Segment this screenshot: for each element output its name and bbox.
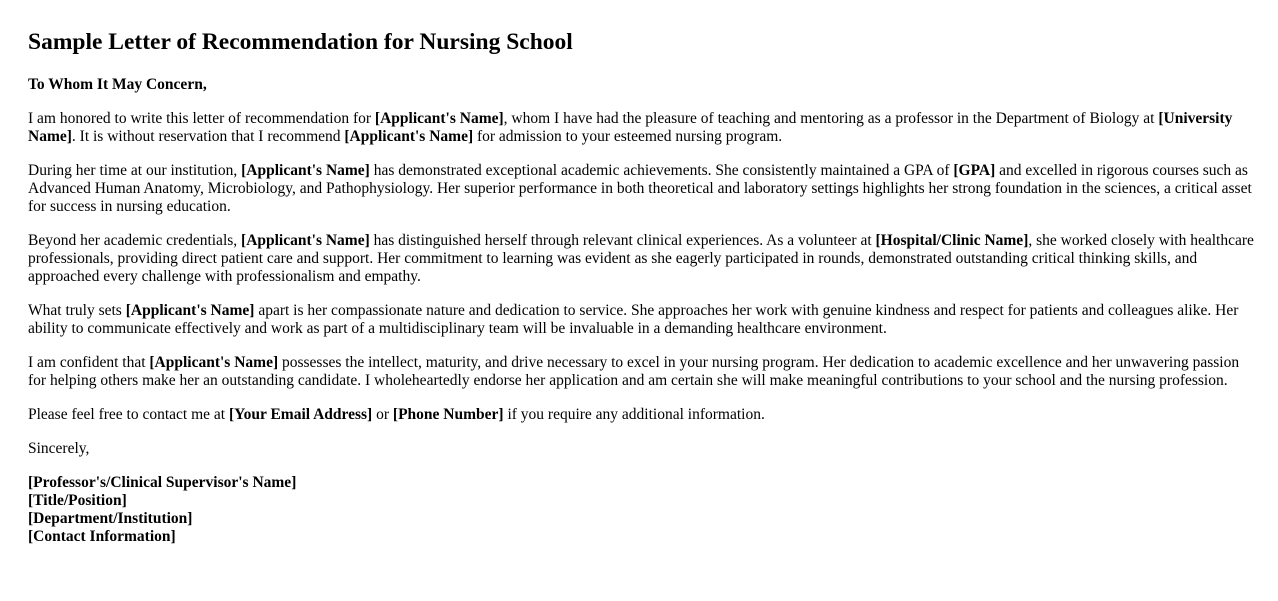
- page-title: Sample Letter of Recommendation for Nursing School: [28, 29, 573, 55]
- signature-title: [Title/Position]: [28, 492, 127, 509]
- text-segment: has distinguished herself through relevant clinical experiences. As a volunteer at: [369, 232, 876, 249]
- text-segment: I am confident that: [28, 354, 150, 371]
- phone-placeholder: [Phone Number]: [392, 406, 504, 423]
- text-segment: I am honored to write this letter of recommendation for: [28, 110, 375, 127]
- text-segment: if you require any additional information.: [503, 406, 765, 423]
- signature-department: [Department/Institution]: [28, 510, 193, 527]
- signature-name: [Professor's/Clinical Supervisor's Name]: [28, 474, 297, 491]
- paragraph-academic: [28, 162, 1256, 216]
- greeting: To Whom It May Concern,: [28, 76, 207, 93]
- text-segment: What truly sets: [28, 302, 126, 319]
- email-placeholder: [Your Email Address]: [228, 406, 373, 423]
- text-segment: and excelled in rigorous courses such as Advanced Human Anatomy, Microbiology, and Pathophysiology. Her superior performance in both theoretical and laboratory settings highlights her strong foundation in the sciences, a critical asset for success in nursing education.: [28, 162, 1252, 215]
- text-segment: has demonstrated exceptional academic achievements. She consistently maintained a GPA of: [369, 162, 954, 179]
- text-segment: , she worked closely with healthcare professionals, providing direct patient care and support. Her commitment to learning was evident as she eagerly participated in rounds, demonstrated outstanding critical thinking skills, and approached every challenge with professionalism and empathy.: [28, 232, 1254, 285]
- applicant-name-placeholder: [Applicant's Name]: [149, 354, 279, 371]
- text-segment: for admission to your esteemed nursing program.: [473, 128, 783, 145]
- text-segment: , whom I have had the pleasure of teaching and mentoring as a professor in the Department of Biology at: [503, 110, 1159, 127]
- text-segment: Please feel free to contact me at: [28, 406, 229, 423]
- paragraph-endorsement: [28, 354, 1256, 390]
- applicant-name-placeholder: [Applicant's Name]: [241, 162, 370, 179]
- text-segment: or: [372, 406, 393, 423]
- text-segment: Beyond her academic credentials,: [28, 232, 242, 249]
- text-segment: apart is her compassionate nature and dedication to service. She approaches her work with genuine kindness and respect for patients and colleagues alike. Her ability to communicate effectively and work as part of a multidisciplinary team will be invaluable in a demanding healthcare environment.: [28, 302, 1239, 337]
- applicant-name-placeholder: [Applicant's Name]: [241, 232, 370, 249]
- closing: Sincerely,: [28, 440, 90, 457]
- applicant-name-placeholder: [Applicant's Name]: [374, 110, 504, 127]
- hospital-name-placeholder: [Hospital/Clinic Name]: [875, 232, 1029, 249]
- university-name-placeholder: [University Name]: [28, 110, 1233, 145]
- gpa-placeholder: [GPA]: [953, 162, 996, 179]
- signature-block: [28, 474, 1256, 546]
- applicant-name-placeholder: [Applicant's Name]: [344, 128, 474, 145]
- paragraph-character: [28, 302, 1256, 338]
- paragraph-clinical: [28, 232, 1256, 286]
- paragraph-contact: [28, 406, 1256, 424]
- text-segment: During her time at our institution,: [28, 162, 242, 179]
- signature-contact: [Contact Information]: [28, 528, 176, 545]
- text-segment: . It is without reservation that I recommend: [71, 128, 345, 145]
- paragraph-intro: [28, 110, 1256, 146]
- applicant-name-placeholder: [Applicant's Name]: [125, 302, 255, 319]
- text-segment: possesses the intellect, maturity, and drive necessary to excel in your nursing program. Her dedication to academic excellence and her unwavering passion for helping others make her an outstanding candidate. I wholeheartedly endorse her application and am certain she will make meaningful contributions to your school and the nursing profession.: [28, 354, 1240, 389]
